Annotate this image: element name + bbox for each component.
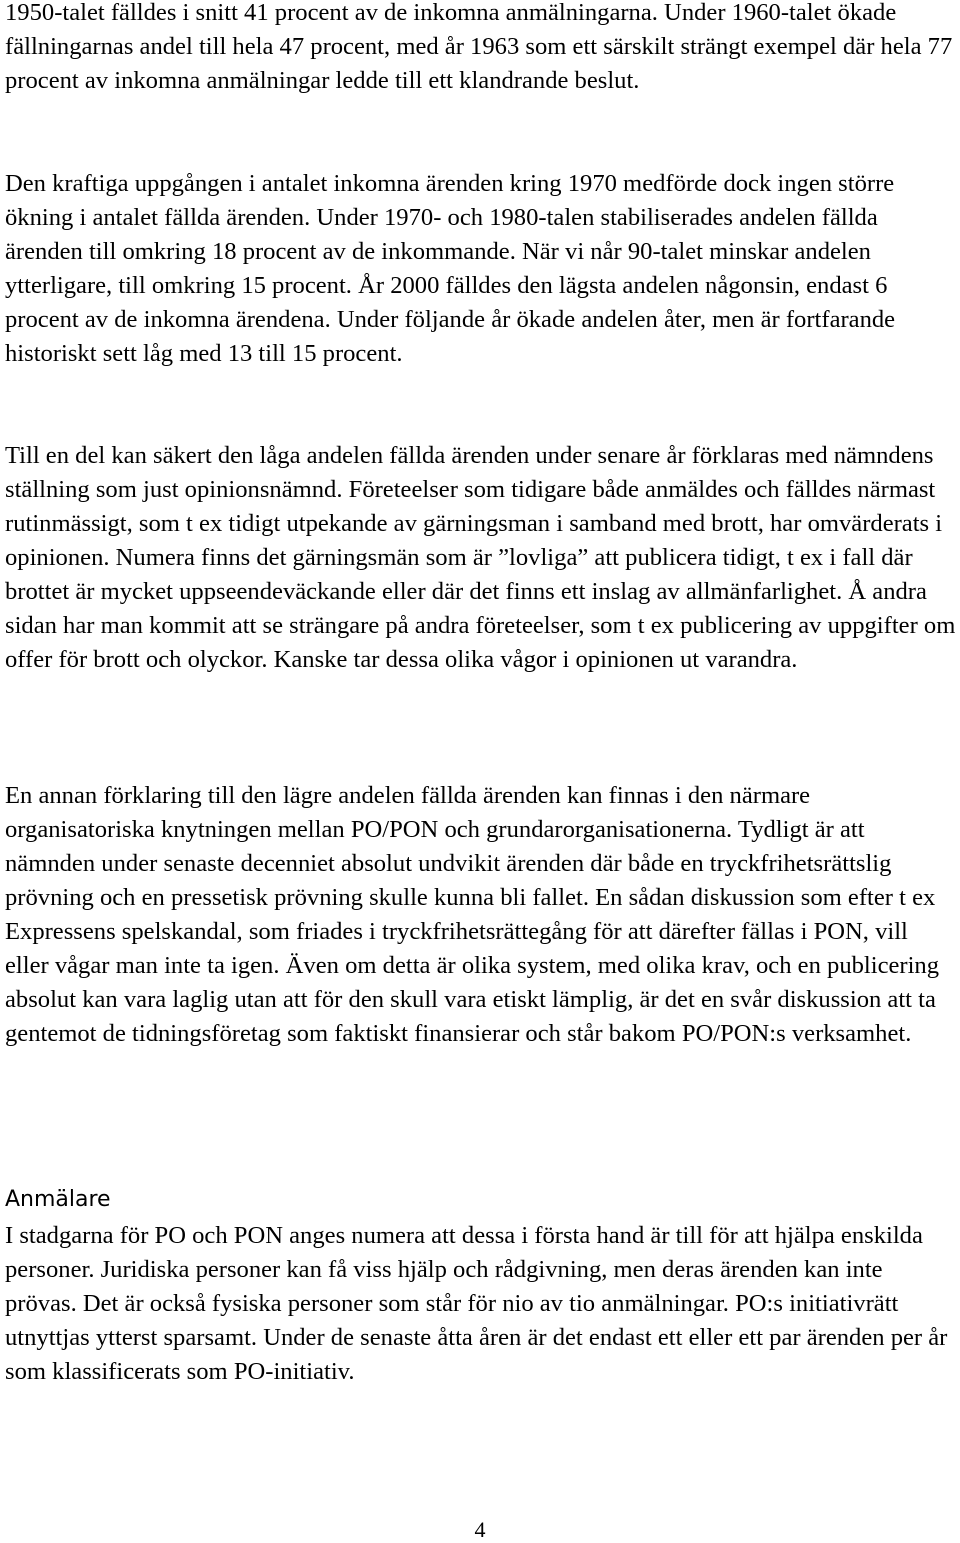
section-heading-anmalare: Anmälare [5,1187,111,1212]
section-paragraph: I stadgarna för PO och PON anges numera att dessa i första hand är till för att hjälpa enskilda personer. Juridiska personer kan få viss hjälp och rådgivning, men deras ärenden kan inte prövas. Det är också fysiska personer som står för nio av tio anmälningar. PO:s initiativrätt utnyttjas ytterst sparsamt. Under de senaste åtta åren är det endast ett eller ett par ärenden per år som klassificerats som PO-initiativ. [5,1222,948,1385]
paragraph-3: Till en del kan säkert den låga andelen fällda ärenden under senare år förklaras med nämndens ställning som just opinionsnämnd. Företeelser som tidigare både anmäldes och fälldes närmast rutinmässigt, som t ex tidigt utpekande av gärningsman i samband med brott, har omvärderats i opinionen. Numera finns det gärningsmän som är ”lovliga” att publicera tidigt, t ex i fall där brottet är mycket uppseendeväckande eller där det finns ett inslag av allmänfarlighet. Å andra sidan har man kommit att se strängare på andra företeelser, som t ex publicering av uppgifter om offer för brott och olyckor. Kanske tar dessa olika vågor i opinionen ut varandra. [5,442,956,673]
paragraph-2: Den kraftiga uppgången i antalet inkomna ärenden kring 1970 medförde dock ingen större ökning i antalet fällda ärenden. Under 1970- och 1980-talen stabiliserades andelen fällda ärenden till omkring 18 procent av de inkommande. När vi når 90-talet minskar andelen ytterligare, till omkring 15 procent. År 2000 fälldes den lägsta andelen någonsin, endast 6 procent av de inkomna ärendena. Under följande år ökade andelen åter, men är fortfarande historiskt sett låg med 13 till 15 procent. [5,170,896,367]
page-number: 4 [474,1517,486,1542]
paragraph-4: En annan förklaring till den lägre andelen fällda ärenden kan finnas i den närmare organisatoriska knytningen mellan PO/PON och grundarorganisationerna. Tydligt är att nämnden under senaste decenniet absolut undvikit ärenden där både en tryckfrihetsrättslig prövning och en pressetisk prövning skulle kunna bli fallet. En sådan diskussion som efter t ex Expressens spelskandal, som friades i tryckfrihetsrättegång för att därefter fällas i PON, vill eller vågar man inte ta igen. Även om detta är olika system, med olika krav, och en publicering absolut kan vara laglig utan att för den skull vara etiskt lämplig, är det en svår diskussion att ta gentemot de tidningsföretag som faktiskt finansierar och står bakom PO/PON:s verksamhet. [5,782,940,1047]
paragraph-1: 1950-talet fälldes i snitt 41 procent av de inkomna anmälningarna. Under 1960-talet ökade fällningarnas andel till hela 47 procent, med år 1963 som ett särskilt strängt exempel där hela 77 procent av inkomna anmälningar ledde till ett klandrande beslut. [5,0,953,94]
